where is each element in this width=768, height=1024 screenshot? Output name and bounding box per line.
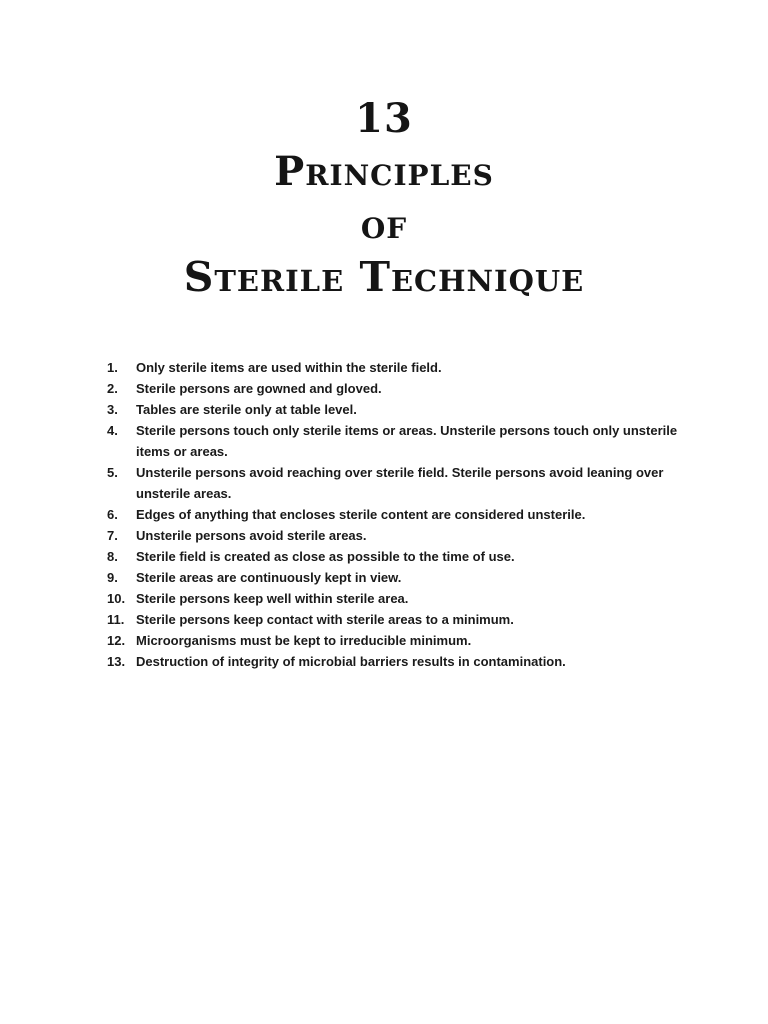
item-text: Sterile persons are gowned and gloved.	[136, 381, 382, 396]
item-text: Edges of anything that encloses sterile content are considered unsterile.	[136, 507, 586, 522]
item-number: 8.	[107, 549, 118, 564]
item-number: 3.	[107, 402, 118, 417]
title-principles: Principles	[274, 148, 494, 195]
list-item	[107, 651, 687, 672]
list-item	[107, 420, 687, 462]
item-text: Tables are sterile only at table level.	[136, 402, 357, 417]
item-text: Sterile persons keep contact with sterile areas to a minimum.	[136, 612, 514, 627]
list-item	[107, 609, 687, 630]
list-item	[107, 357, 687, 378]
page-title	[0, 92, 768, 304]
list-item	[107, 525, 687, 546]
list-item	[107, 546, 687, 567]
item-number: 4.	[107, 423, 118, 438]
item-text: Microorganisms must be kept to irreducible minimum.	[136, 633, 472, 648]
item-text: Sterile persons keep well within sterile area.	[136, 591, 409, 606]
title-of: of	[360, 201, 408, 248]
item-text: Sterile persons touch only sterile items or areas. Unsterile persons touch only unsterile items or areas.	[136, 423, 678, 459]
item-number: 2.	[107, 381, 118, 396]
item-number: 13.	[107, 654, 126, 669]
item-number: 11.	[107, 612, 125, 627]
item-number: 12.	[107, 633, 126, 648]
item-text: Sterile areas are continuously kept in view.	[136, 570, 402, 585]
item-number: 7.	[107, 528, 118, 543]
item-text: Unsterile persons avoid sterile areas.	[136, 528, 367, 543]
title-number: 13	[355, 95, 413, 142]
list-item	[107, 504, 687, 525]
item-text: Sterile field is created as close as possible to the time of use.	[136, 549, 515, 564]
item-number: 5.	[107, 465, 118, 480]
list-item	[107, 378, 687, 399]
title-sterile-technique: Sterile Technique	[183, 253, 585, 301]
item-number: 9.	[107, 570, 118, 585]
list-item	[107, 588, 687, 609]
list-item	[107, 399, 687, 420]
list-item	[107, 567, 687, 588]
item-text: Unsterile persons avoid reaching over sterile field. Sterile persons avoid leaning over unsterile areas.	[136, 465, 664, 501]
item-number: 1.	[107, 360, 118, 375]
item-number: 6.	[107, 507, 118, 522]
item-text: Destruction of integrity of microbial barriers results in contamination.	[136, 654, 566, 669]
principles-list	[107, 357, 687, 672]
item-text: Only sterile items are used within the sterile field.	[136, 360, 442, 375]
list-item	[107, 630, 687, 651]
list-item	[107, 462, 687, 504]
item-number: 10.	[107, 591, 126, 606]
